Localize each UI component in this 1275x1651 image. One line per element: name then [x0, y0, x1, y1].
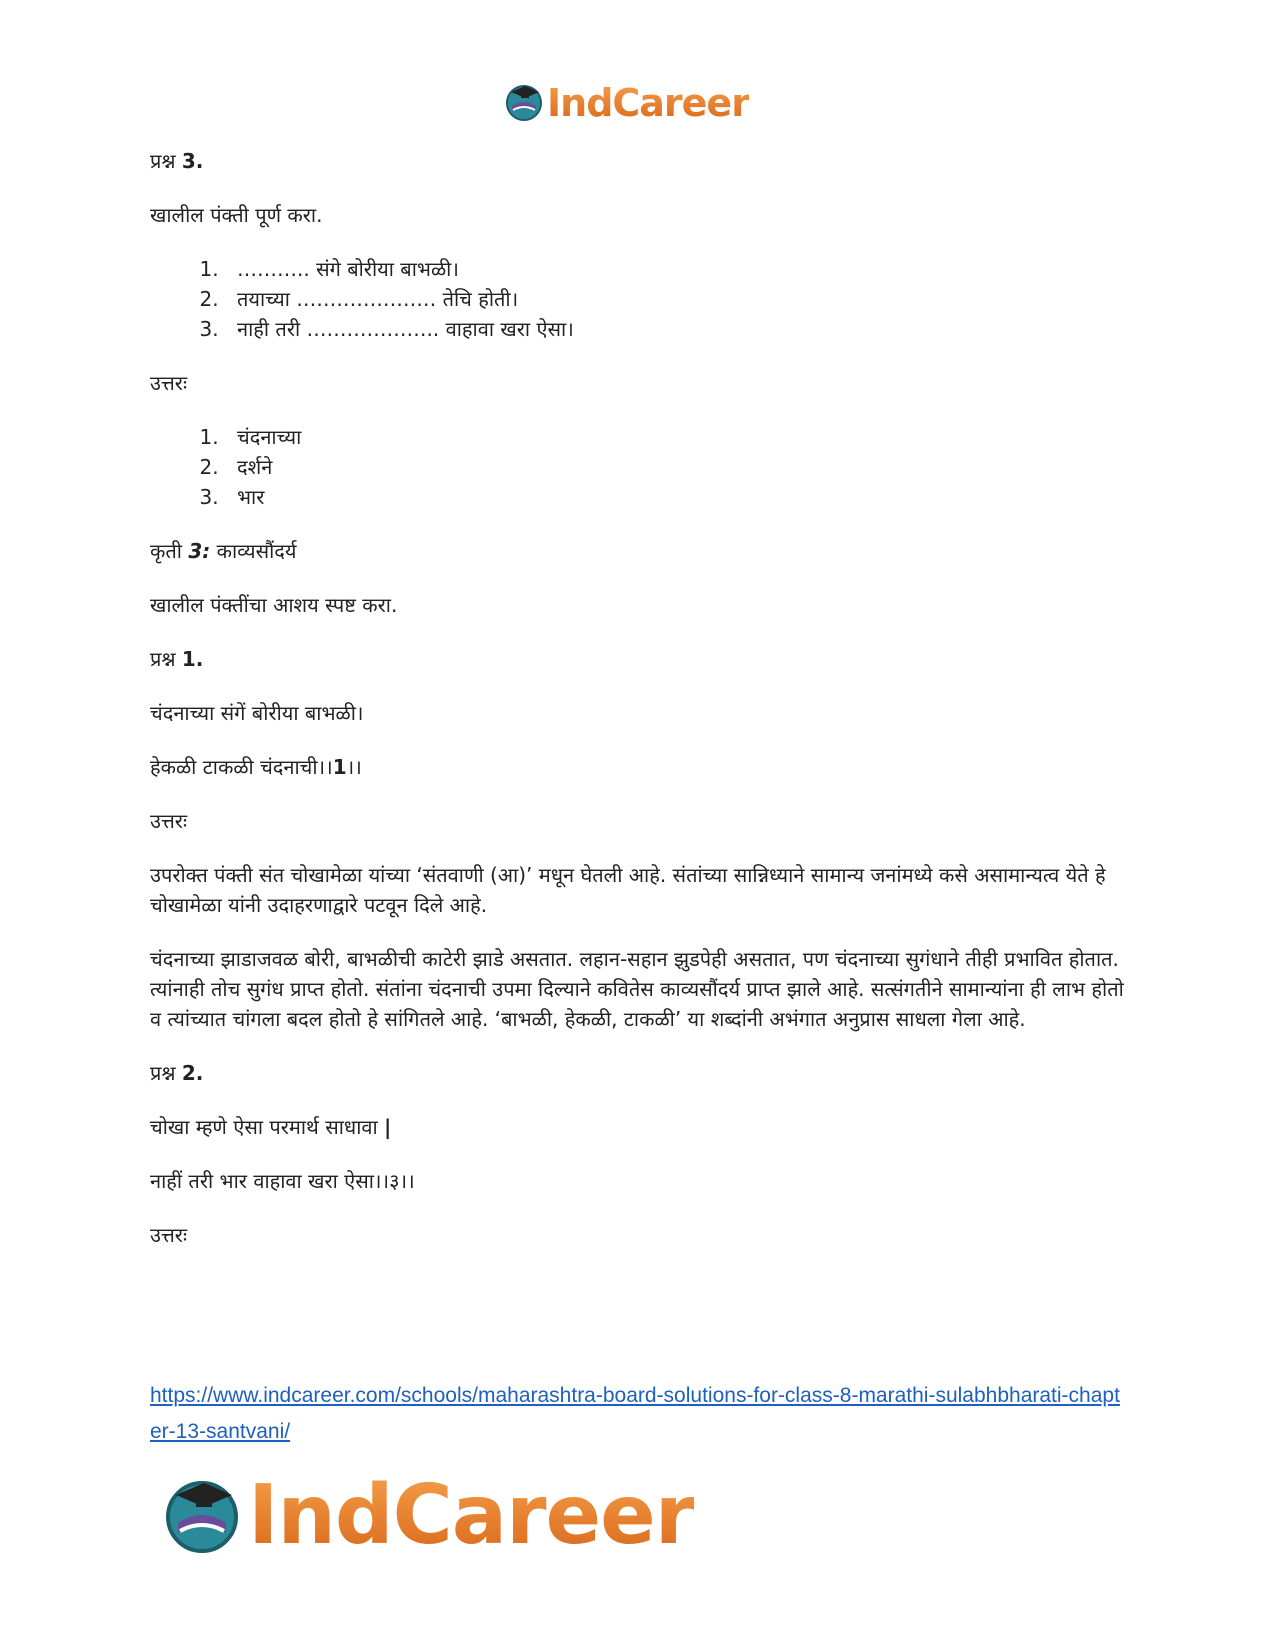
- logo-globe-icon: [503, 80, 545, 126]
- question-number: 2.: [181, 1061, 204, 1085]
- verse-line: नाहीं तरी भार वाहावा खरा ऐसा।।३।।: [150, 1169, 415, 1193]
- question-number: 1.: [181, 647, 204, 671]
- answer-label: उत्तरः: [150, 809, 187, 833]
- answer-paragraph: चंदनाच्या झाडाजवळ बोरी, बाभळीची काटेरी झाडे असतात. लहान-सहान झुडपेही असतात, पण चंदनाच्या सुगंधाने तीही प्रभावित होतात. त्यांनाही तोच सुगंध प्राप्त होतो. संतांना चंदनाची उपमा दिल्याने कवितेस काव्यसौंदर्य प्राप्त झाले आहे. सत्संगतीने सामान्यांना ही लाभ होतो व त्यांच्यात चांगला बदल होतो हे सांगितले आहे. ‘बाभळी, हेकळी, टाकळी’ या शब्दांनी अभंगात अनुप्रास साधला गेला आहे.: [150, 947, 1124, 1031]
- answer-list: [150, 422, 1130, 512]
- logo-globe-icon: [160, 1471, 244, 1559]
- question-number: 3.: [181, 149, 204, 173]
- main-content: [150, 146, 1130, 1274]
- list-item: 2. तयाच्या ………………… तेचि होती।: [225, 284, 1130, 314]
- question-label: प्रश्न: [150, 149, 176, 173]
- logo-wordmark: IndCareer: [547, 81, 749, 125]
- kruti-instruction: खालील पंक्तींचा आशय स्पष्ट करा.: [150, 593, 398, 617]
- list-item: 3. नाही तरी ……………….. वाहावा खरा ऐसा।: [225, 314, 1130, 344]
- question-3-instruction: खालील पंक्ती पूर्ण करा.: [150, 203, 323, 227]
- answer-label: उत्तरः: [150, 371, 187, 395]
- list-item: 2. दर्शने: [225, 452, 1130, 482]
- question-2-heading: [150, 1058, 1130, 1088]
- source-url-link[interactable]: https://www.indcareer.com/schools/maharashtra-board-solutions-for-class-8-marathi-sulabhbharati-chapter-13-santvani/: [150, 1384, 1120, 1443]
- kruti-heading: [150, 536, 1130, 566]
- question-label: प्रश्न: [150, 1061, 176, 1085]
- verse-line: चोखा म्हणे ऐसा परमार्थ साधावा |: [150, 1115, 392, 1139]
- footer-logo: [160, 1465, 694, 1565]
- answer-label: उत्तरः: [150, 1223, 187, 1247]
- kruti-number: 3:: [188, 539, 211, 563]
- question-3-heading: [150, 146, 1130, 176]
- verse-line: चंदनाच्या संगें बोरीया बाभळी।: [150, 701, 364, 725]
- fill-blank-list: [150, 254, 1130, 344]
- logo-wordmark: IndCareer: [248, 1467, 695, 1563]
- question-1-heading: [150, 644, 1130, 674]
- kruti-prefix: कृती: [150, 539, 182, 563]
- answer-paragraph: उपरोक्त पंक्ती संत चोखामेळा यांच्या ‘संतवाणी (आ)’ मधून घेतली आहे. संतांच्या सान्निध्याने सामान्य जनांमध्ये कसे असामान्यत्व येते हे चोखामेळा यांनी उदाहरणाद्वारे पटवून दिले आहे.: [150, 863, 1106, 917]
- list-item: 3. भार: [225, 482, 1130, 512]
- list-item: 1. ……….. संगे बोरीया बाभळी।: [225, 254, 1130, 284]
- kruti-title: काव्यसौंदर्य: [216, 539, 297, 563]
- header-logo: [503, 78, 749, 128]
- list-item: 1. चंदनाच्या: [225, 422, 1130, 452]
- question-label: प्रश्न: [150, 647, 176, 671]
- verse-line: हेकळी टाकळी चंदनाची।।1।।: [150, 755, 362, 779]
